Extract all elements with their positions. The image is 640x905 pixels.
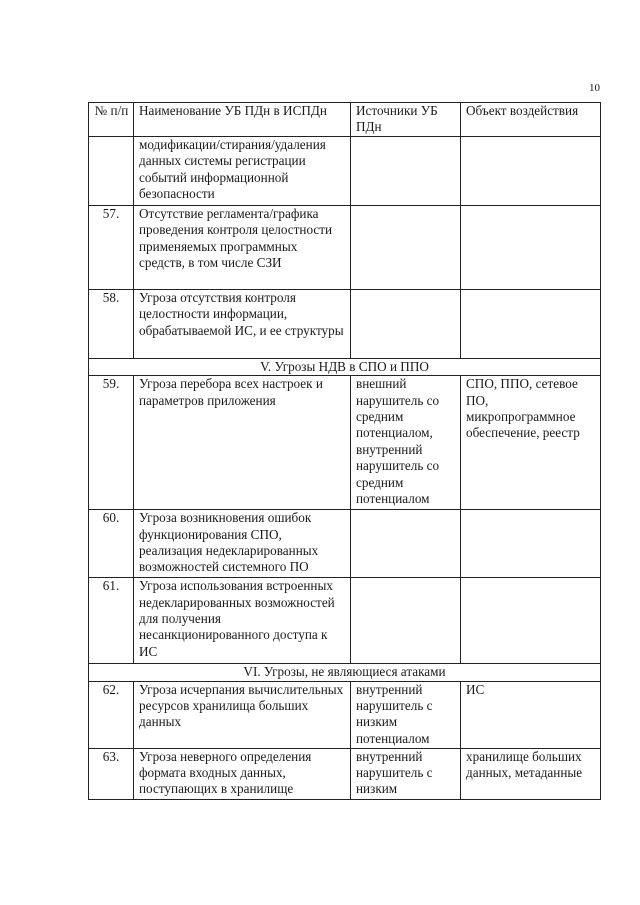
row-number: 62. bbox=[89, 681, 134, 748]
row-source: внутренний нарушитель с низким bbox=[351, 748, 461, 799]
row-source bbox=[351, 578, 461, 664]
row-source bbox=[351, 136, 461, 205]
row-number: 60. bbox=[89, 510, 134, 578]
row-number: 63. bbox=[89, 748, 134, 799]
table-row bbox=[89, 205, 601, 289]
header-target: Объект воздействия bbox=[461, 103, 601, 137]
row-target bbox=[461, 289, 601, 358]
page-number: 10 bbox=[589, 82, 600, 94]
section-header-row bbox=[89, 664, 601, 681]
section-title: V. Угрозы НДВ в СПО и ППО bbox=[89, 358, 601, 375]
table-row bbox=[89, 748, 601, 799]
row-threat-name: модификации/стирания/удаления данных системы регистрации событий информационной безопасности bbox=[134, 136, 351, 205]
row-source bbox=[351, 289, 461, 358]
header-source: Источники УБ ПДн bbox=[351, 103, 461, 137]
table-row bbox=[89, 681, 601, 748]
table-row bbox=[89, 578, 601, 664]
threats-table bbox=[88, 102, 601, 800]
header-threat-name: Наименование УБ ПДн в ИСПДн bbox=[134, 103, 351, 137]
row-threat-name: Угроза неверного определения формата входных данных, поступающих в хранилище bbox=[134, 748, 351, 799]
header-number: № п/п bbox=[89, 103, 134, 137]
row-number: 57. bbox=[89, 205, 134, 289]
row-target: СПО, ППО, сетевое ПО, микропрограммное обеспечение, реестр bbox=[461, 376, 601, 510]
row-source: внутренний нарушитель с низким потенциалом bbox=[351, 681, 461, 748]
row-threat-name: Угроза возникновения ошибок функционирования СПО, реализация недекларированных возможностей системного ПО bbox=[134, 510, 351, 578]
row-number: 61. bbox=[89, 578, 134, 664]
section-header-row bbox=[89, 358, 601, 375]
row-number: 58. bbox=[89, 289, 134, 358]
row-threat-name: Угроза перебора всех настроек и параметров приложения bbox=[134, 376, 351, 510]
row-threat-name: Угроза использования встроенных недекларированных возможностей для получения несанкционированного доступа к ИС bbox=[134, 578, 351, 664]
row-source: внешний нарушитель со средним потенциалом, внутренний нарушитель со средним потенциалом bbox=[351, 376, 461, 510]
row-number bbox=[89, 136, 134, 205]
row-source bbox=[351, 205, 461, 289]
row-threat-name: Угроза исчерпания вычислительных ресурсов хранилища больших данных bbox=[134, 681, 351, 748]
row-threat-name: Угроза отсутствия контроля целостности информации, обрабатываемой ИС, и ее структуры bbox=[134, 289, 351, 358]
row-target bbox=[461, 136, 601, 205]
table-header-row bbox=[89, 103, 601, 137]
table-row bbox=[89, 136, 601, 205]
row-target bbox=[461, 510, 601, 578]
row-threat-name: Отсутствие регламента/графика проведения контроля целостности применяемых программных средств, в том числе СЗИ bbox=[134, 205, 351, 289]
row-target: ИС bbox=[461, 681, 601, 748]
row-source bbox=[351, 510, 461, 578]
row-target bbox=[461, 578, 601, 664]
row-target bbox=[461, 205, 601, 289]
table-row bbox=[89, 510, 601, 578]
row-number: 59. bbox=[89, 376, 134, 510]
section-title: VI. Угрозы, не являющиеся атаками bbox=[89, 664, 601, 681]
table-row bbox=[89, 376, 601, 510]
table-row bbox=[89, 289, 601, 358]
row-target: хранилище больших данных, метаданные bbox=[461, 748, 601, 799]
